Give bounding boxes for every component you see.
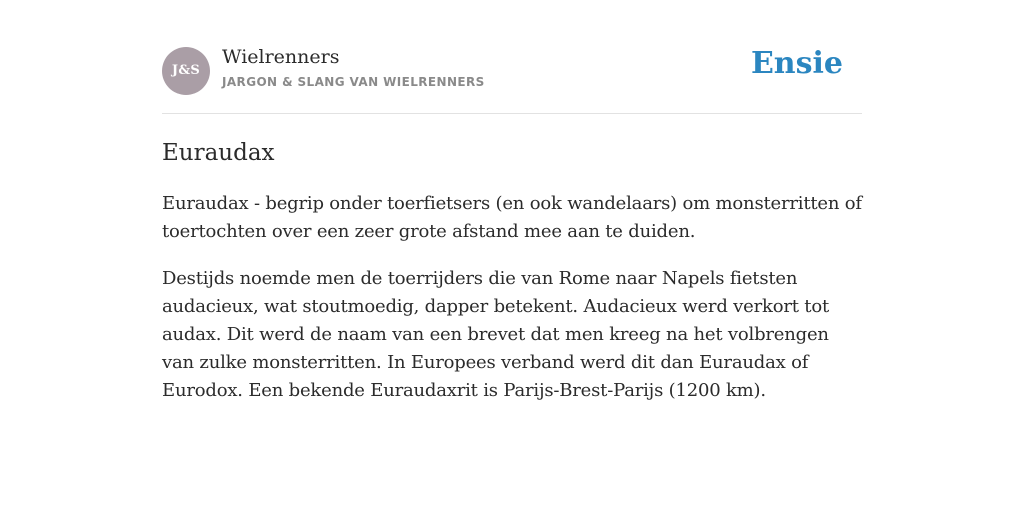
site-header [162, 0, 862, 114]
site-subtitle: JARGON & SLANG VAN WIELRENNERS [222, 75, 485, 89]
ensie-logo[interactable]: Ensie [750, 46, 843, 81]
entry-paragraph: Euraudax - begrip onder toerfietsers (en ook wandelaars) om monsterritten of toertochten over een zeer grote afstand mee aan te duiden. [162, 193, 862, 242]
entry-body [162, 190, 862, 424]
page-content [162, 0, 862, 401]
avatar: J&S [162, 47, 210, 95]
site-title[interactable]: Wielrenners [222, 46, 340, 68]
page-title: Euraudax [162, 140, 275, 166]
entry-paragraph: Destijds noemde men de toerrijders die van Rome naar Napels fietsten audacieux, wat stoutmoedig, dapper betekent. Audacieux werd verkort tot audax. Dit werd de naam van een brevet dat men kreeg na het volbrengen van zulke monsterritten. In Europees verband werd dit dan Euraudax of Eurodox. Een bekende Euraudaxrit is Parijs-Brest-Parijs (1200 km). [162, 268, 829, 401]
